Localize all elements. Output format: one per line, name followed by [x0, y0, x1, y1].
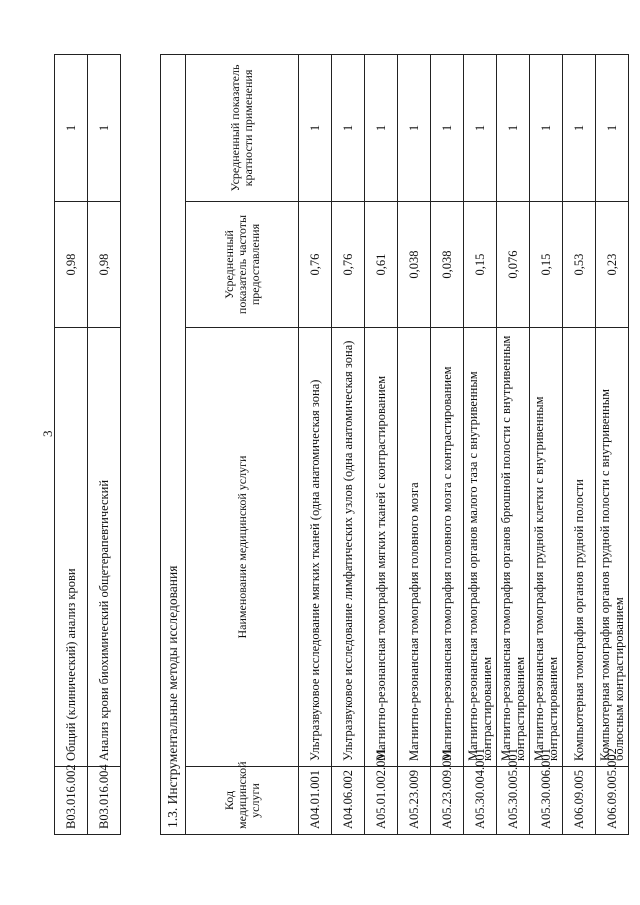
- multiplicity-value: 1: [55, 55, 88, 202]
- service-code: A04.06.002: [332, 767, 365, 835]
- service-name: Магнитно-резонансная томография головного мозга с контрастированием: [431, 328, 464, 767]
- service-name: Магнитно-резонансная томография органов брюшной полости с внутривенным контрастированием: [497, 328, 530, 767]
- service-name: Анализ крови биохимический общетерапевтический: [88, 328, 121, 767]
- frequency-value: 0,98: [55, 202, 88, 328]
- frequency-value: 0,98: [88, 202, 121, 328]
- table-row: [596, 54, 629, 834]
- multiplicity-value: 1: [431, 54, 464, 201]
- table-row: [563, 54, 596, 834]
- service-code: A04.01.001: [299, 767, 332, 835]
- multiplicity-value: 1: [299, 54, 332, 201]
- table-row: [55, 55, 88, 835]
- service-name: Компьютерная томография органов грудной полости с внутривенным болюсным контрастированием: [596, 328, 629, 767]
- multiplicity-value: 1: [596, 54, 629, 201]
- frequency-value: 0,53: [563, 202, 596, 328]
- section-title: 1.3. Инструментальные методы исследования: [161, 54, 186, 834]
- multiplicity-value: 1: [88, 55, 121, 202]
- multiplicity-value: 1: [464, 54, 497, 201]
- service-name: Магнитно-резонансная томография головного мозга: [398, 328, 431, 767]
- service-code: A05.30.004.001: [464, 767, 497, 835]
- service-name: Компьютерная томография органов грудной полости: [563, 328, 596, 767]
- header-name: Наименование медицинской услуги: [186, 328, 299, 767]
- multiplicity-value: 1: [530, 54, 563, 201]
- service-code: B03.016.002: [55, 767, 88, 835]
- service-code: A06.09.005: [563, 767, 596, 835]
- table-row: [365, 54, 398, 834]
- service-code: A05.23.009: [398, 767, 431, 835]
- service-code: A05.30.005.001: [497, 767, 530, 835]
- table-row: [398, 54, 431, 834]
- frequency-value: 0,76: [299, 202, 332, 328]
- table-row: [431, 54, 464, 834]
- table-header-row: [186, 54, 299, 834]
- table-row: [299, 54, 332, 834]
- multiplicity-value: 1: [365, 54, 398, 201]
- header-frequency: Усредненный показатель частоты предоставления: [186, 202, 299, 328]
- table-row: [530, 54, 563, 834]
- service-code: A06.09.005.002: [596, 767, 629, 835]
- service-code: A05.23.009.001: [431, 767, 464, 835]
- frequency-value: 0,15: [530, 202, 563, 328]
- header-multiplicity: Усредненный показатель кратности применения: [186, 54, 299, 201]
- frequency-value: 0,038: [431, 202, 464, 328]
- multiplicity-value: 1: [563, 54, 596, 201]
- table-row: [88, 55, 121, 835]
- frequency-value: 0,23: [596, 202, 629, 328]
- frequency-value: 0,76: [332, 202, 365, 328]
- lab-tests-table: [54, 54, 121, 835]
- service-name: Ультразвуковое исследование мягких тканей (одна анатомическая зона): [299, 328, 332, 767]
- multiplicity-value: 1: [398, 54, 431, 201]
- service-name: Магнитно-резонансная томография грудной клетки с внутривенным контрастированием: [530, 328, 563, 767]
- multiplicity-value: 1: [497, 54, 530, 201]
- table-row: [464, 54, 497, 834]
- service-code: A05.01.002.001: [365, 767, 398, 835]
- service-name: Ультразвуковое исследование лимфатических узлов (одна анатомическая зона): [332, 328, 365, 767]
- frequency-value: 0,61: [365, 202, 398, 328]
- multiplicity-value: 1: [332, 54, 365, 201]
- service-name: Магнитно-резонансная томография органов малого таза с внутривенным контрастированием: [464, 328, 497, 767]
- service-code: A05.30.006.001: [530, 767, 563, 835]
- table-row: [497, 54, 530, 834]
- header-code: Код медицинской услуги: [186, 767, 299, 835]
- frequency-value: 0,15: [464, 202, 497, 328]
- service-name: Магнитно-резонансная томография мягких тканей с контрастированием: [365, 328, 398, 767]
- instrumental-methods-table: [160, 54, 629, 835]
- table-row: [332, 54, 365, 834]
- page-number: 3: [40, 430, 55, 437]
- frequency-value: 0,076: [497, 202, 530, 328]
- service-name: Общий (клинический) анализ крови: [55, 328, 88, 767]
- frequency-value: 0,038: [398, 202, 431, 328]
- section-caption-row: [161, 54, 186, 834]
- service-code: B03.016.004: [88, 767, 121, 835]
